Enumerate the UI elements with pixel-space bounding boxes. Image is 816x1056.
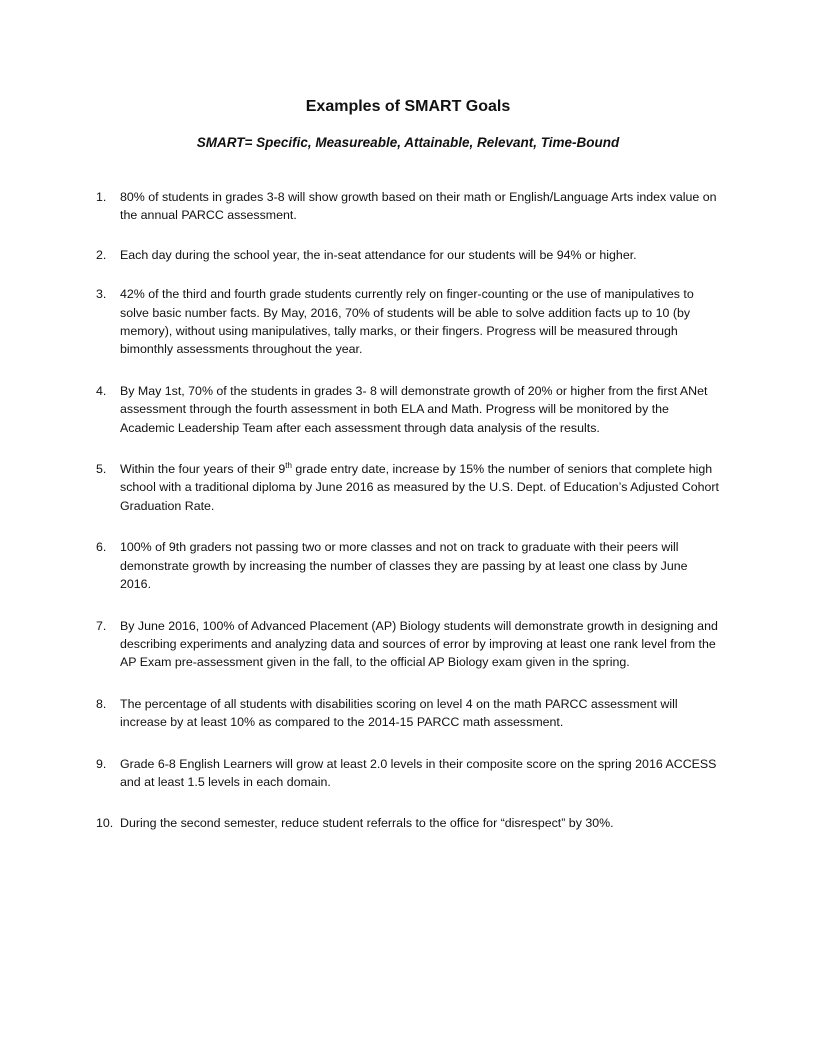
goal-item-6	[96, 538, 720, 593]
goal-item-7	[96, 617, 720, 672]
goals-list	[96, 188, 720, 833]
goal-number: 8.	[96, 696, 107, 711]
goal-text: By June 2016, 100% of Advanced Placement (AP) Biology students will demonstrate growth in designing and describing experiments and analyzing data and sources of error by improving at least one rank level from the AP Exam pre-assessment given in the fall, to the official AP Biology exam given in the spring.	[120, 618, 718, 670]
goal-number: 10.	[96, 816, 114, 831]
ordinal-superscript: th	[285, 460, 292, 470]
goal-item-5	[96, 460, 720, 515]
goal-text	[120, 460, 720, 515]
goal-item-9	[96, 755, 720, 792]
goal-number: 5.	[96, 462, 107, 477]
goal-number: 6.	[96, 540, 107, 555]
goal-number: 4.	[96, 383, 107, 398]
goal-text: Grade 6-8 English Learners will grow at least 2.0 levels in their composite score on the spring 2016 ACCESS and at least 1.5 levels in each domain.	[120, 756, 717, 789]
goal-item-2	[96, 246, 720, 264]
goal-text: 42% of the third and fourth grade students currently rely on finger-counting or the use of manipulatives to solve basic number facts. By May, 2016, 70% of students will be able to solve addition facts up to 10 (by memory), without using manipulatives, tally marks, or their fingers. Progress will be measured through bimonthly assessments throughout the year.	[120, 287, 694, 357]
goal-text: The percentage of all students with disabilities scoring on level 4 on the math PARCC assessment will increase by at least 10% as compared to the 2014-15 PARCC math assessment.	[120, 696, 678, 730]
goal-text-part: Within the four years of their 9	[120, 462, 286, 477]
goal-item-10	[96, 814, 720, 832]
goal-number: 2.	[96, 247, 107, 262]
goal-item-1	[96, 188, 720, 225]
goal-text-part: grade entry date, increase by 15% the number of seniors that complete high school with a traditional diploma by June 2016 as measured by the U.S. Dept. of Education’s Adjusted Cohort Graduation Rate.	[120, 462, 720, 513]
goal-text: During the second semester, reduce student referrals to the office for “disrespect” by 30%.	[120, 816, 614, 831]
goal-text: 80% of students in grades 3-8 will show growth based on their math or English/Language Arts index value on the annual PARCC assessment.	[120, 190, 717, 223]
page-title: Examples of SMART Goals	[305, 98, 511, 115]
page-subtitle: SMART= Specific, Measureable, Attainable, Relevant, Time-Bound	[196, 135, 620, 150]
goal-text: 100% of 9th graders not passing two or more classes and not on track to graduate with their peers will demonstrate growth by increasing the number of classes they are passing by at least one class by June 2016.	[120, 540, 688, 592]
goal-number: 1.	[96, 190, 107, 204]
goal-text: Each day during the school year, the in-seat attendance for our students will be 94% or higher.	[120, 247, 637, 262]
goal-number: 3.	[96, 287, 107, 302]
goal-item-8	[96, 695, 720, 732]
goal-item-3	[96, 285, 720, 359]
goal-item-4	[96, 382, 720, 437]
goal-number: 7.	[96, 618, 107, 633]
goal-text: By May 1st, 70% of the students in grades 3- 8 will demonstrate growth of 20% or higher from the first ANet assessment through the fourth assessment in both ELA and Math. Progress will be monitored by the Academic Leadership Team after each assessment through data analysis of the results.	[120, 383, 708, 435]
goal-number: 9.	[96, 756, 107, 771]
